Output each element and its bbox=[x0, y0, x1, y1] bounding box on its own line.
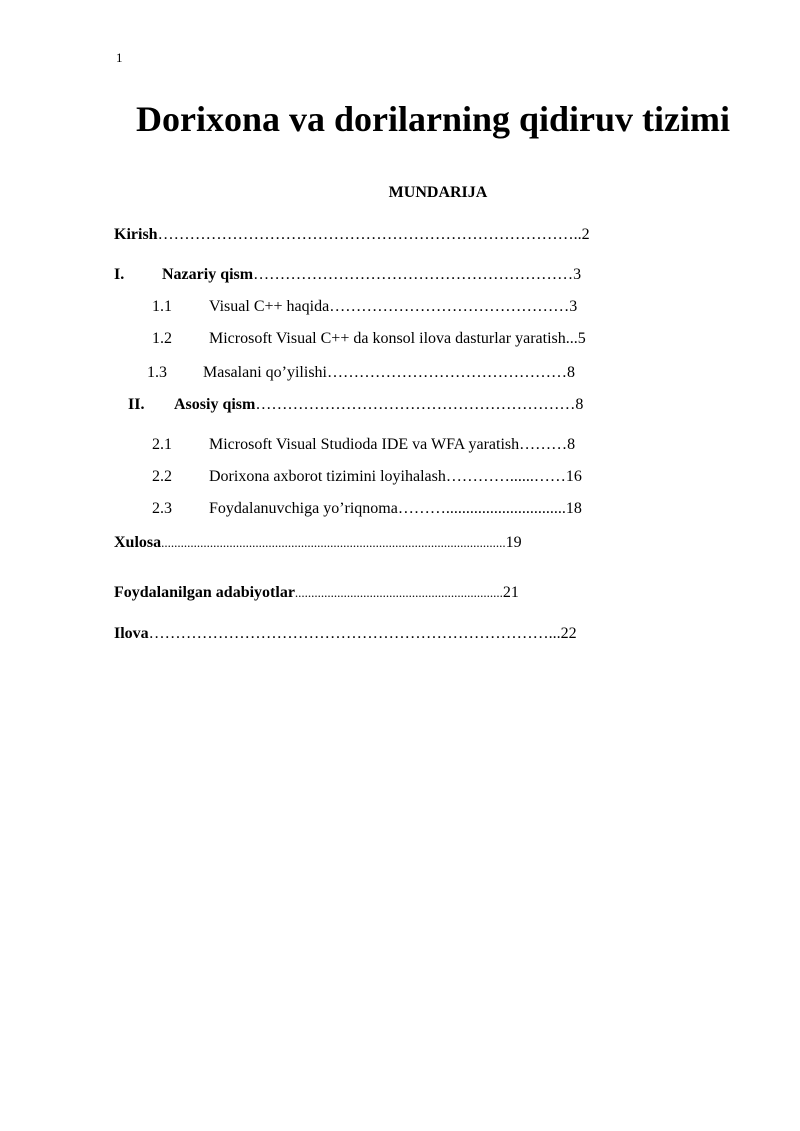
toc-label: Foydalanilgan adabiyotlar bbox=[114, 584, 295, 601]
toc-number: 2.3 bbox=[152, 500, 172, 517]
toc-entry-2-3 bbox=[152, 499, 582, 519]
toc-entry-2-2 bbox=[152, 467, 582, 487]
toc-entry-1-1 bbox=[152, 297, 577, 317]
page-number: 1 bbox=[116, 50, 123, 65]
document-title: Dorixona va dorilarning qidiruv tizimi bbox=[135, 99, 731, 139]
toc-label: Nazariy qism bbox=[162, 266, 254, 283]
toc-page: 18 bbox=[565, 500, 582, 517]
toc-leader: …………......…… bbox=[445, 468, 566, 485]
toc-page: 8 bbox=[567, 436, 576, 453]
toc-page: 8 bbox=[566, 364, 575, 381]
toc-number: 1.3 bbox=[147, 364, 167, 381]
toc-page: 22 bbox=[560, 625, 577, 642]
toc-leader: …………………………………………………………………... bbox=[148, 625, 561, 642]
toc-entry-asosiy-qism bbox=[128, 395, 583, 415]
toc-leader: ... bbox=[565, 330, 578, 347]
toc-label: Dorixona axborot tizimini loyihalash bbox=[209, 468, 446, 485]
toc-entry-xulosa bbox=[114, 533, 522, 553]
toc-leader: …………………………………………………… bbox=[253, 266, 574, 283]
toc-number: 2.2 bbox=[152, 468, 172, 485]
toc-number: I. bbox=[114, 266, 125, 283]
toc-entry-2-1 bbox=[152, 435, 575, 455]
toc-number: 1.2 bbox=[152, 330, 172, 347]
toc-entry-1-2 bbox=[152, 329, 586, 349]
toc-page: 2 bbox=[581, 226, 590, 243]
toc-page: 21 bbox=[502, 584, 519, 601]
toc-label: Foydalanuvchiga yo’riqnoma bbox=[209, 500, 398, 517]
toc-entry-1-3 bbox=[147, 363, 575, 383]
toc-leader: …………………………………………………… bbox=[255, 396, 576, 413]
toc-entry-adabiyotlar bbox=[114, 583, 519, 603]
toc-label: Microsoft Visual C++ da konsol ilova dasturlar yaratish bbox=[209, 330, 566, 347]
toc-entry-nazariy-qism bbox=[114, 265, 581, 285]
toc-leader: ……………………………………… bbox=[329, 298, 570, 315]
toc-leader: ……….............................. bbox=[397, 500, 566, 517]
toc-entry-kirish bbox=[114, 225, 590, 245]
toc-number: 1.1 bbox=[152, 298, 172, 315]
toc-label: Kirish bbox=[114, 226, 158, 243]
toc-number: II. bbox=[128, 396, 145, 413]
toc-label: Asosiy qism bbox=[174, 396, 256, 413]
toc-leader: ……… bbox=[519, 436, 568, 453]
toc-label: Ilova bbox=[114, 625, 149, 642]
toc-leader: ................................................................ bbox=[294, 585, 503, 600]
toc-page: 3 bbox=[569, 298, 578, 315]
toc-page: 16 bbox=[565, 468, 582, 485]
toc-leader: ……………………………………… bbox=[326, 364, 567, 381]
toc-leader: .......................................................................................................... bbox=[161, 535, 506, 550]
toc-page: 19 bbox=[505, 534, 522, 551]
toc-page: 5 bbox=[577, 330, 586, 347]
toc-heading: MUNDARIJA bbox=[388, 184, 488, 201]
toc-leader: …………………………………………………………………….. bbox=[157, 226, 582, 243]
toc-label: Xulosa bbox=[114, 534, 162, 551]
toc-label: Microsoft Visual Studioda IDE va WFA yaratish bbox=[209, 436, 520, 453]
toc-label: Masalani qo’yilishi bbox=[203, 364, 327, 381]
toc-number: 2.1 bbox=[152, 436, 172, 453]
toc-label: Visual C++ haqida bbox=[209, 298, 330, 315]
toc-entry-ilova bbox=[114, 624, 577, 644]
toc-page: 8 bbox=[575, 396, 584, 413]
toc-page: 3 bbox=[573, 266, 582, 283]
